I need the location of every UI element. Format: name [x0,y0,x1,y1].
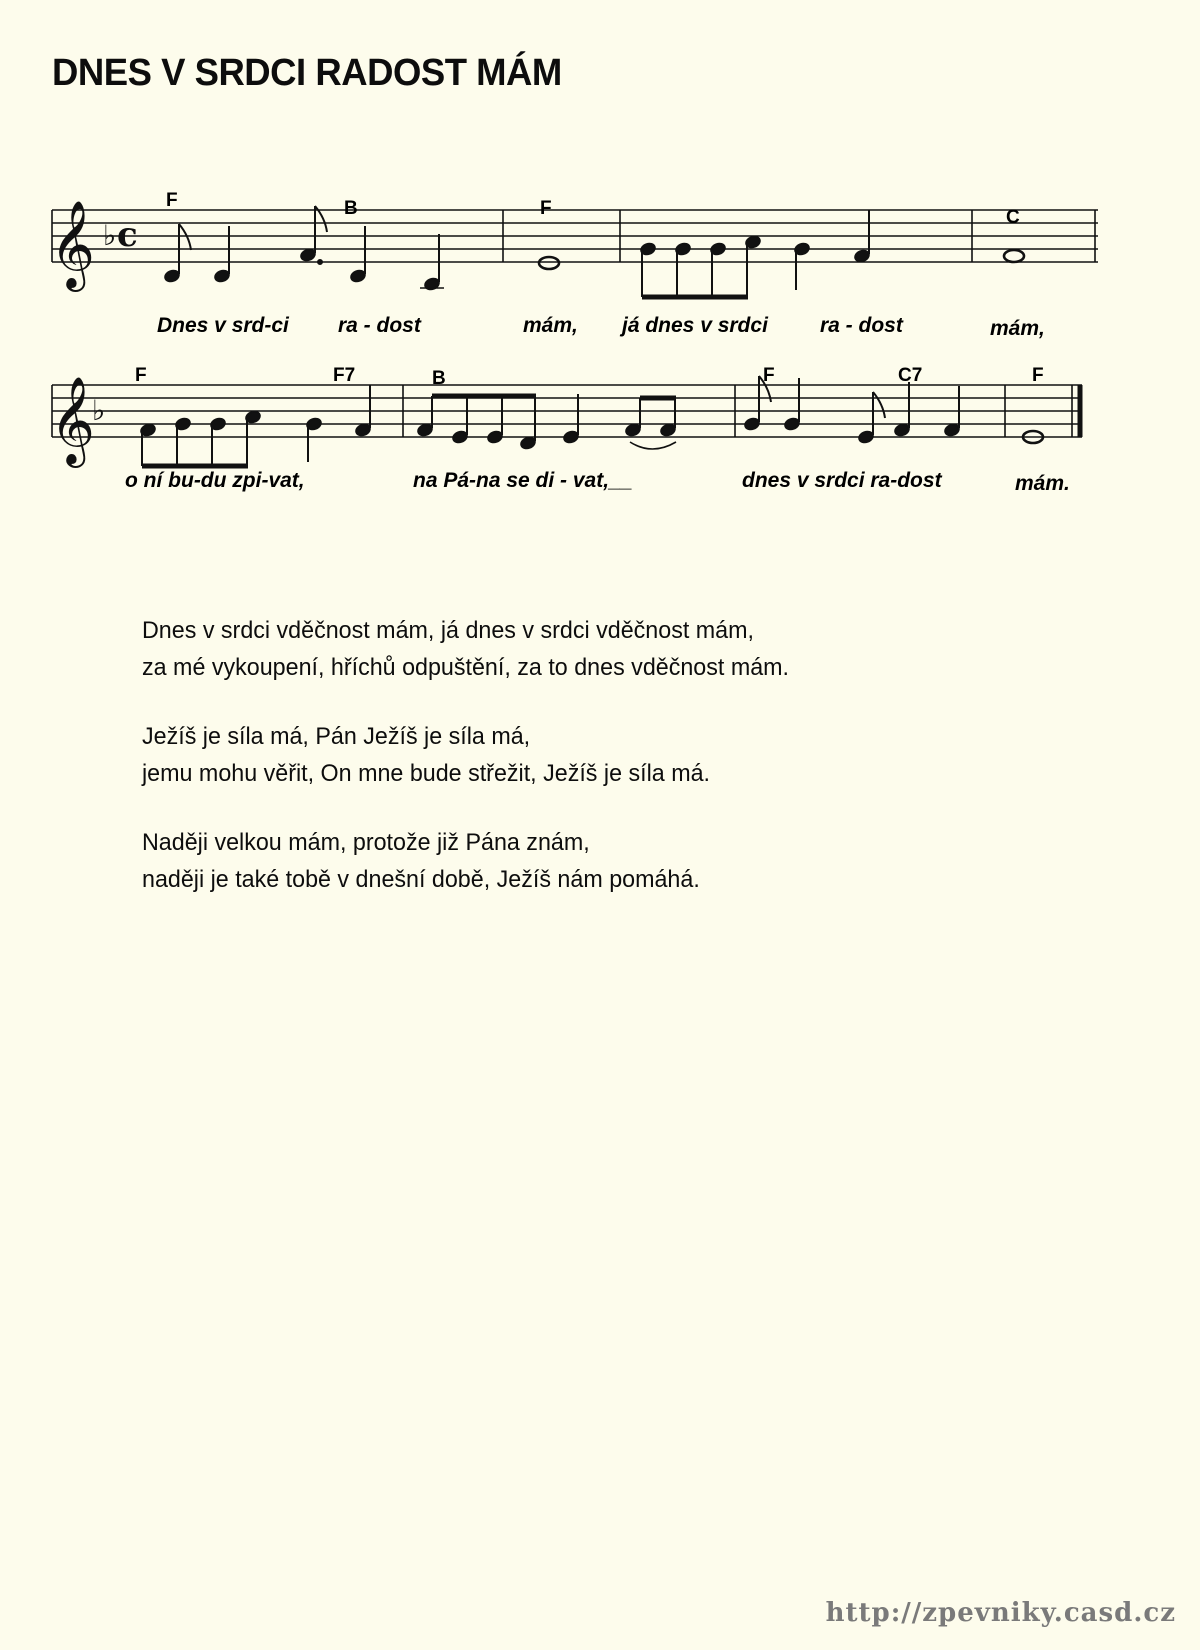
notes-system-2 [140,376,1043,466]
lyric-s2-2: na Pá-na se di - vat,__ [413,469,633,492]
chord-s2-5: C7 [898,365,923,386]
chord-s2-1: F [135,365,147,386]
chord-s2-4: F [763,365,775,386]
notes-system-1 [164,206,1024,297]
lyric-s1-5: ra - dost [820,314,903,337]
verse-line: jemu mohu věřit, On mne bude střežit, Ježíš je síla má. [142,760,710,787]
verse-line: Naději velkou mám, protože již Pána znám, [142,829,590,856]
lyric-s1-4: já dnes v srdci [622,314,768,337]
treble-clef-icon: 𝄞 [50,375,95,464]
verse [142,718,809,792]
staff-system-1 [52,210,1098,262]
chord-s1-4: C [1006,207,1020,228]
common-time-icon: c [117,215,138,255]
verses-block [142,612,809,930]
music-score [0,0,1200,520]
verse-line: naději je také tobě v dnešní době, Ježíš nám pomáhá. [142,866,700,893]
lyric-s1-1: Dnes v srd-ci [157,314,289,337]
chord-s2-2: F7 [333,365,356,386]
chord-s2-3: B [432,368,446,389]
lyric-s1-3: mám, [523,314,578,337]
lyric-s1-2: ra - dost [338,314,421,337]
lyric-s2-4: mám. [1015,472,1070,495]
verse-line: Ježíš je síla má, Pán Ježíš je síla má, [142,723,531,750]
lyric-s1-6: mám, [990,317,1045,340]
lyric-s2-1: o ní bu-du zpi-vat, [125,469,305,492]
footer-url[interactable]: http://zpevniky.casd.cz [825,1598,1176,1628]
chord-s1-3: F [540,198,552,219]
flat-icon: ♭ [103,219,117,252]
treble-clef-icon: 𝄞 [50,199,95,288]
verse [142,824,809,898]
verse-line: za mé vykoupení, hříchů odpuštění, za to dnes vděčnost mám. [142,654,790,681]
staff-system-2 [52,385,1082,437]
flat-icon: ♭ [92,394,106,427]
chord-s1-1: F [166,190,178,211]
verse-line: Dnes v srdci vděčnost mám, já dnes v srdci vděčnost mám, [142,617,754,644]
song-title: DNES V SRDCI RADOST MÁM [52,52,562,94]
lyric-s2-3: dnes v srdci ra-dost [742,469,942,492]
verse [142,612,809,686]
chord-s1-2: B [344,198,358,219]
chord-s2-6: F [1032,365,1044,386]
